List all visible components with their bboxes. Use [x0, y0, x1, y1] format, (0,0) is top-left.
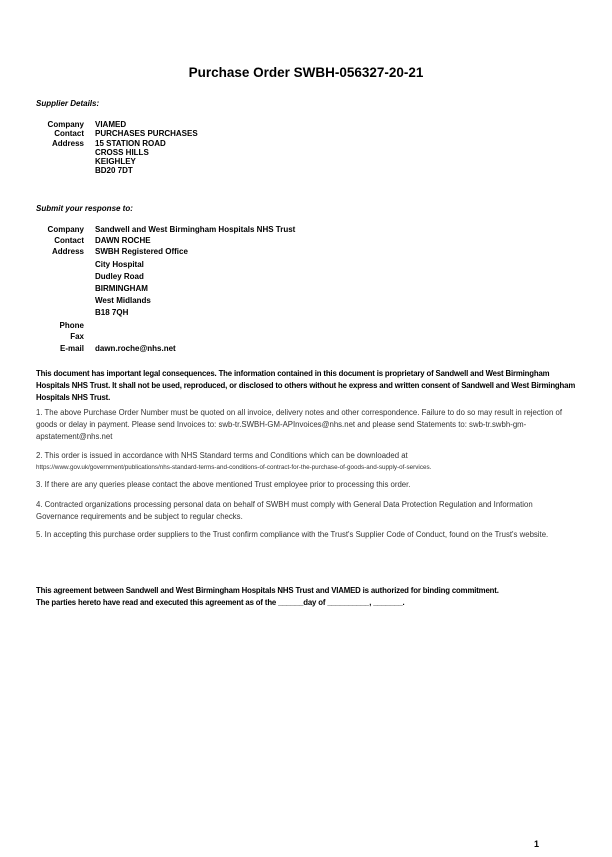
response-address-line: City Hospital: [95, 260, 144, 269]
response-contact-label: Contact: [54, 236, 84, 245]
response-fax-label: Fax: [70, 332, 84, 341]
response-address-label: Address: [51, 247, 84, 256]
page-number: 1: [534, 839, 540, 849]
supplier-contact: PURCHASES PURCHASES: [95, 129, 198, 138]
supplier-company: VIAMED: [95, 120, 127, 129]
term-2: 2. This order is issued in accordance with NHS Standard terms and Conditions which can be downloaded at: [36, 451, 408, 460]
supplier-address-label: Address: [51, 139, 84, 148]
term-3: 3. If there are any queries please contact the above mentioned Trust employee prior to processing this order.: [36, 480, 411, 489]
legal-notice: This document has important legal consequences. The information contained in this document is proprietary of Sandwell and West Birmingham Hospitals NHS Trust. It shall not be used, reproduced, or disclosed to others without he express and written consent of Sandwell and West Birmingham Hospitals NHS Trust.: [36, 369, 576, 402]
response-address-line: B18 7QH: [95, 308, 129, 317]
term-2-url: https://www.gov.uk/government/publications/nhs-standard-terms-and-conditions-of-contract-for-the-purchase-of-goods-and-supply-of-services.: [36, 464, 432, 471]
response-address-line: BIRMINGHAM: [95, 284, 148, 293]
response-address-line: Dudley Road: [95, 272, 144, 281]
response-company: Sandwell and West Birmingham Hospitals NHS Trust: [95, 225, 296, 234]
supplier-contact-label: Contact: [54, 129, 84, 138]
term-5: 5. In accepting this purchase order suppliers to the Trust confirm compliance with the Trust's Supplier Code of Conduct, found on the Trust's website.: [36, 530, 549, 539]
supplier-address-line: 15 STATION ROAD: [95, 139, 166, 148]
supplier-address-line: BD20 7DT: [95, 166, 133, 175]
response-email-label: E-mail: [59, 344, 84, 353]
response-contact: DAWN ROCHE: [95, 236, 151, 245]
response-heading: Submit your response to:: [36, 204, 133, 213]
response-address-line: West Midlands: [95, 296, 151, 305]
supplier-company-label: Company: [47, 120, 84, 129]
term-4: 4. Contracted organizations processing personal data on behalf of SWBH must comply with General Data Protection Regulation and Information Governance requirements and be subject to regular checks.: [36, 500, 533, 521]
agreement-line-2: The parties hereto have read and executed this agreement as of the ______day of __________, _______.: [36, 598, 405, 607]
supplier-heading: Supplier Details:: [36, 99, 100, 108]
agreement-line-1: This agreement between Sandwell and West Birmingham Hospitals NHS Trust and VIAMED is authorized for binding commitment.: [36, 586, 499, 595]
response-address-line: SWBH Registered Office: [95, 247, 188, 256]
term-1: 1. The above Purchase Order Number must be quoted on all invoice, delivery notes and other correspondence. Failure to do so may result in rejection of goods or delay in payment. Please send Invoices to: swb-tr.SWBH-GM-APInvoices@nhs.net and please send Statements to: swb-tr.swbh-gm-apstatement@nhs.net: [36, 408, 563, 441]
response-email: dawn.roche@nhs.net: [95, 344, 176, 353]
response-company-label: Company: [47, 225, 84, 234]
page-title: Purchase Order SWBH-056327-20-21: [188, 65, 424, 80]
supplier-address-line: CROSS HILLS: [95, 148, 149, 157]
response-phone-label: Phone: [59, 321, 84, 330]
supplier-address-line: KEIGHLEY: [95, 157, 136, 166]
